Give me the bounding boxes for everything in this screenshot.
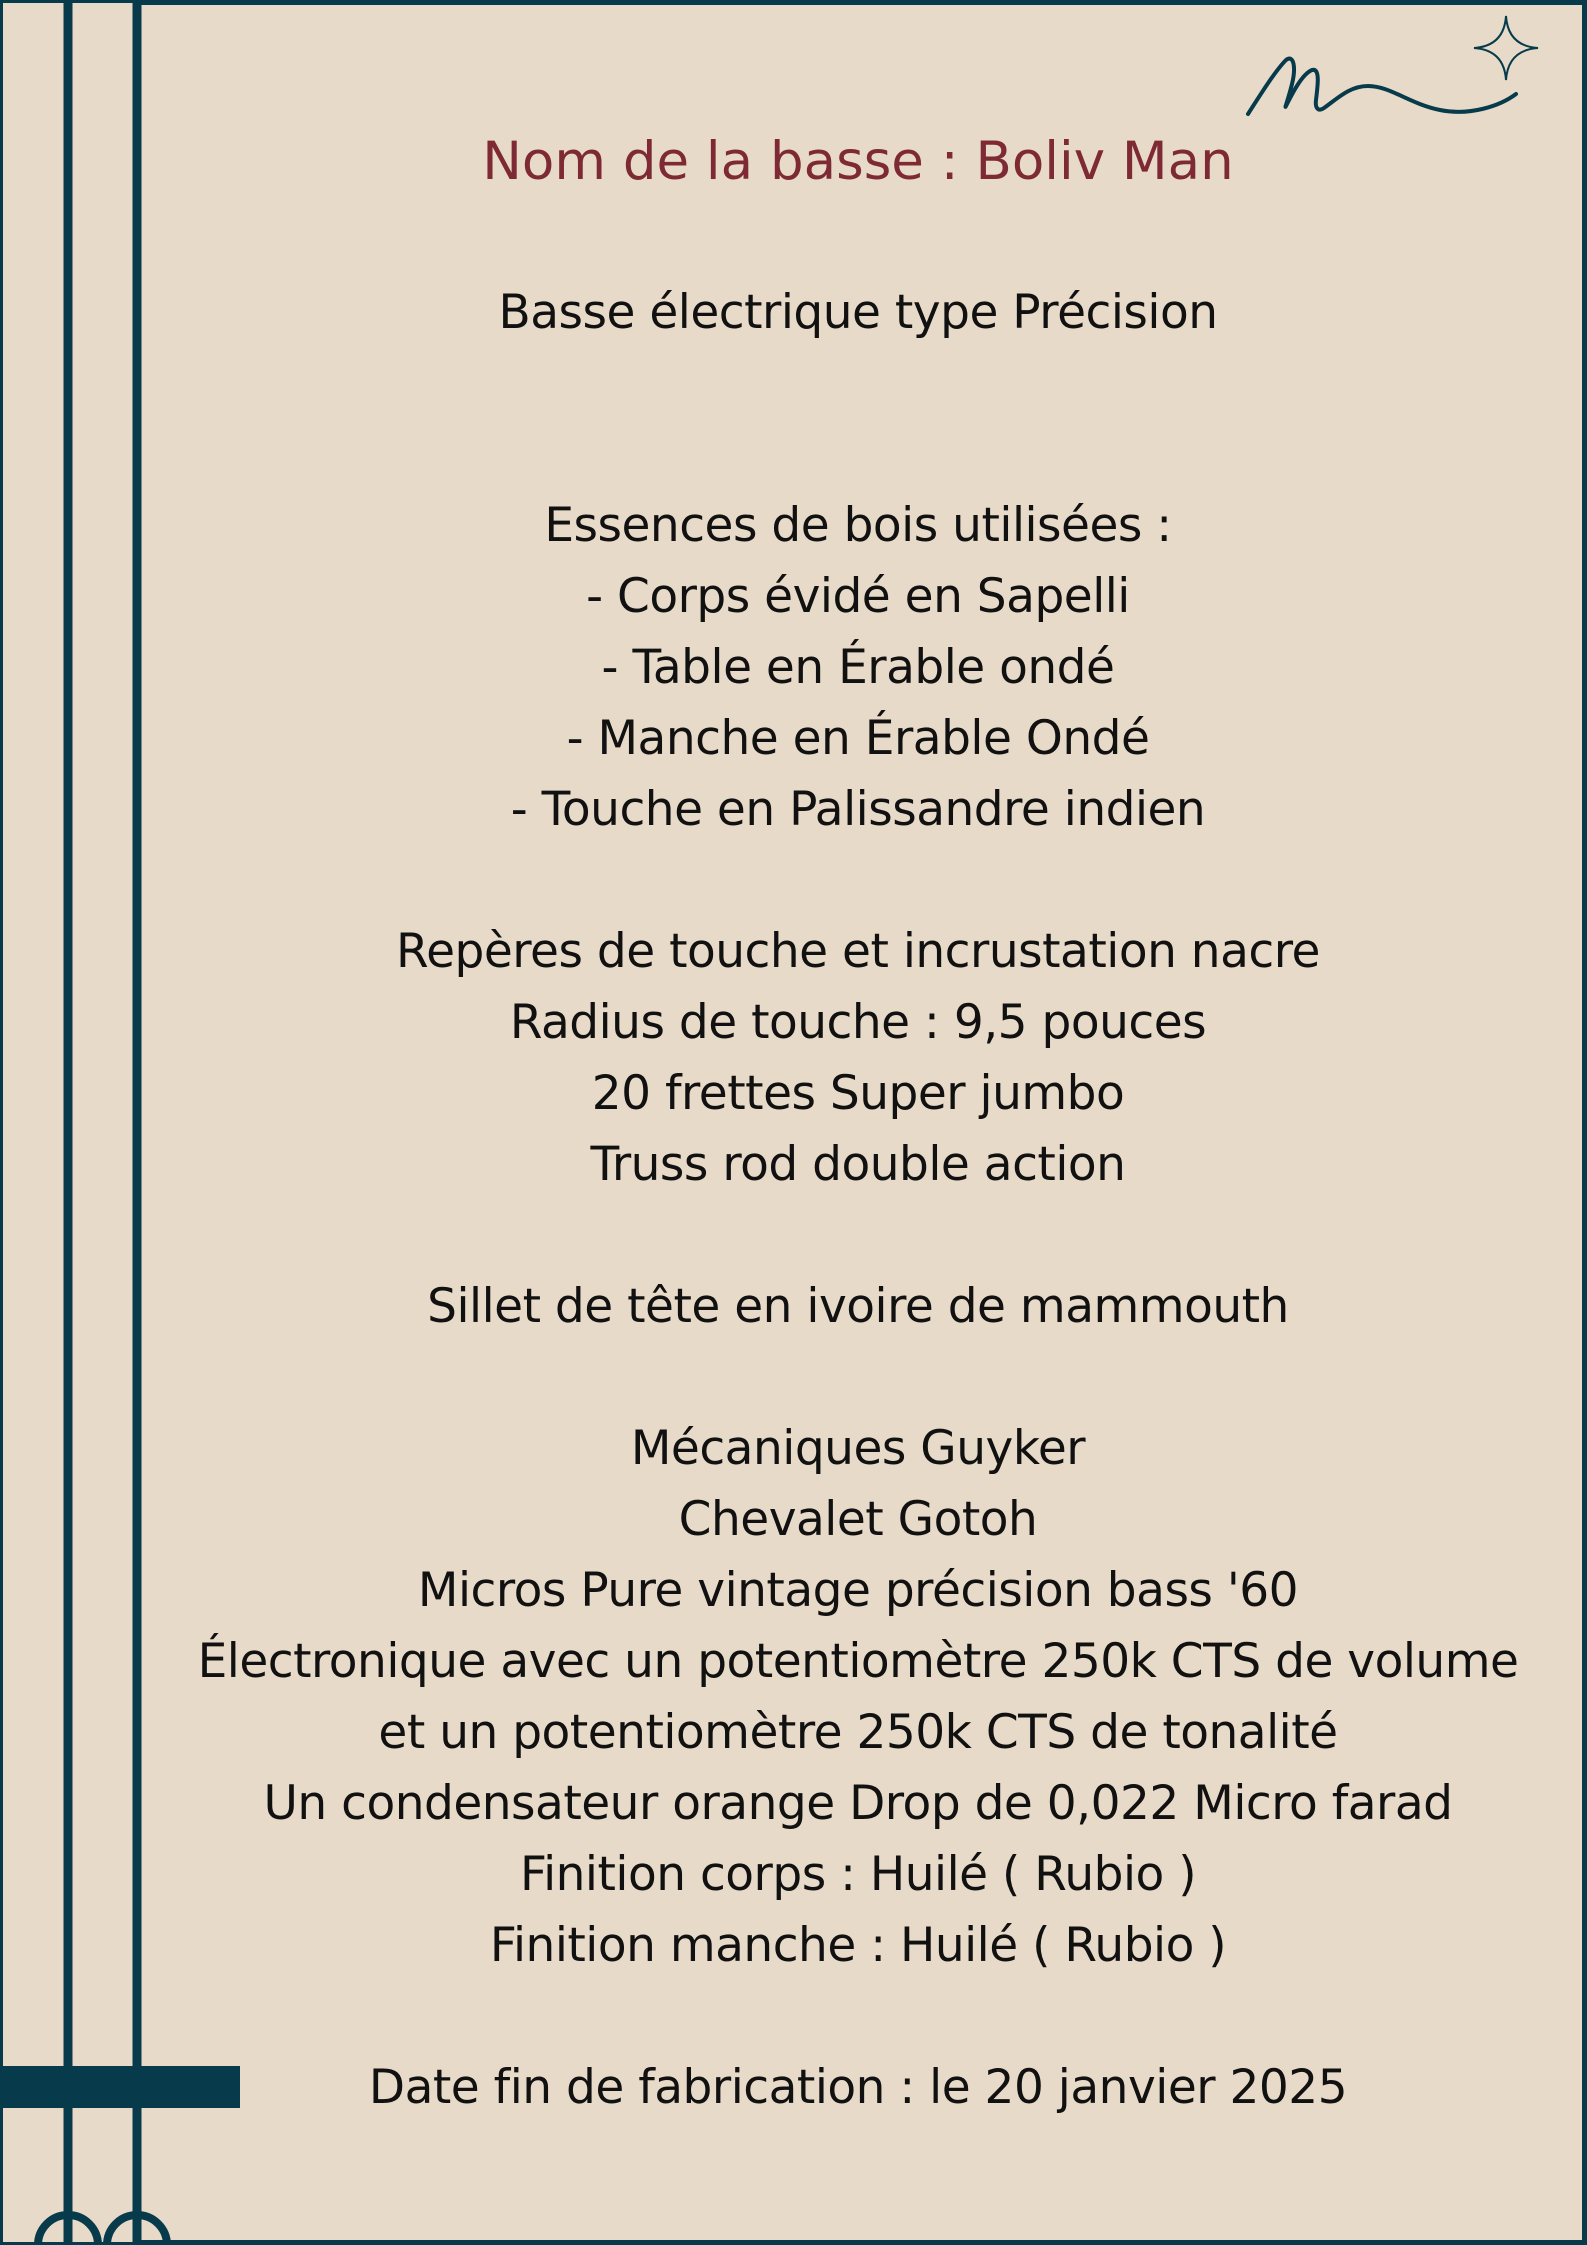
finish-neck: Finition manche : Huilé ( Rubio ) [489,1918,1227,1973]
fretboard-frets: 20 frettes Super jumbo [591,1066,1125,1121]
hardware-electronics-volume: Électronique avec un potentiomètre 250k CTS de volume [197,1634,1519,1689]
wood-item-top: - Table en Érable ondé [601,640,1115,695]
hardware-capacitor: Un condensateur orange Drop de 0,022 Micro farad [263,1776,1453,1831]
fretboard-radius: Radius de touche : 9,5 pouces [509,995,1207,1050]
hardware-bridge: Chevalet Gotoh [678,1492,1038,1547]
hardware-electronics-tone: et un potentiomètre 250k CTS de tonalité [378,1705,1338,1760]
hardware-tuners: Mécaniques Guyker [630,1421,1086,1476]
wood-item-neck: - Manche en Érable Ondé [566,711,1150,766]
wood-item-body: - Corps évidé en Sapelli [586,569,1130,624]
wood-item-fretboard: - Touche en Palissandre indien [510,782,1206,837]
page-title: Nom de la basse : Boliv Man [482,131,1234,192]
spec-sheet [137,0,1579,2245]
subtitle: Basse électrique type Précision [498,285,1218,340]
fretboard-inlays: Repères de touche et incrustation nacre [396,924,1320,979]
finish-body: Finition corps : Huilé ( Rubio ) [519,1847,1197,1902]
fretboard-truss-rod: Truss rod double action [590,1137,1126,1192]
hardware-pickups: Micros Pure vintage précision bass '60 [417,1563,1299,1618]
build-date: Date fin de fabrication : le 20 janvier 2025 [368,2060,1348,2115]
nut-spec: Sillet de tête en ivoire de mammouth [427,1279,1289,1334]
woods-heading: Essences de bois utilisées : [544,498,1172,553]
